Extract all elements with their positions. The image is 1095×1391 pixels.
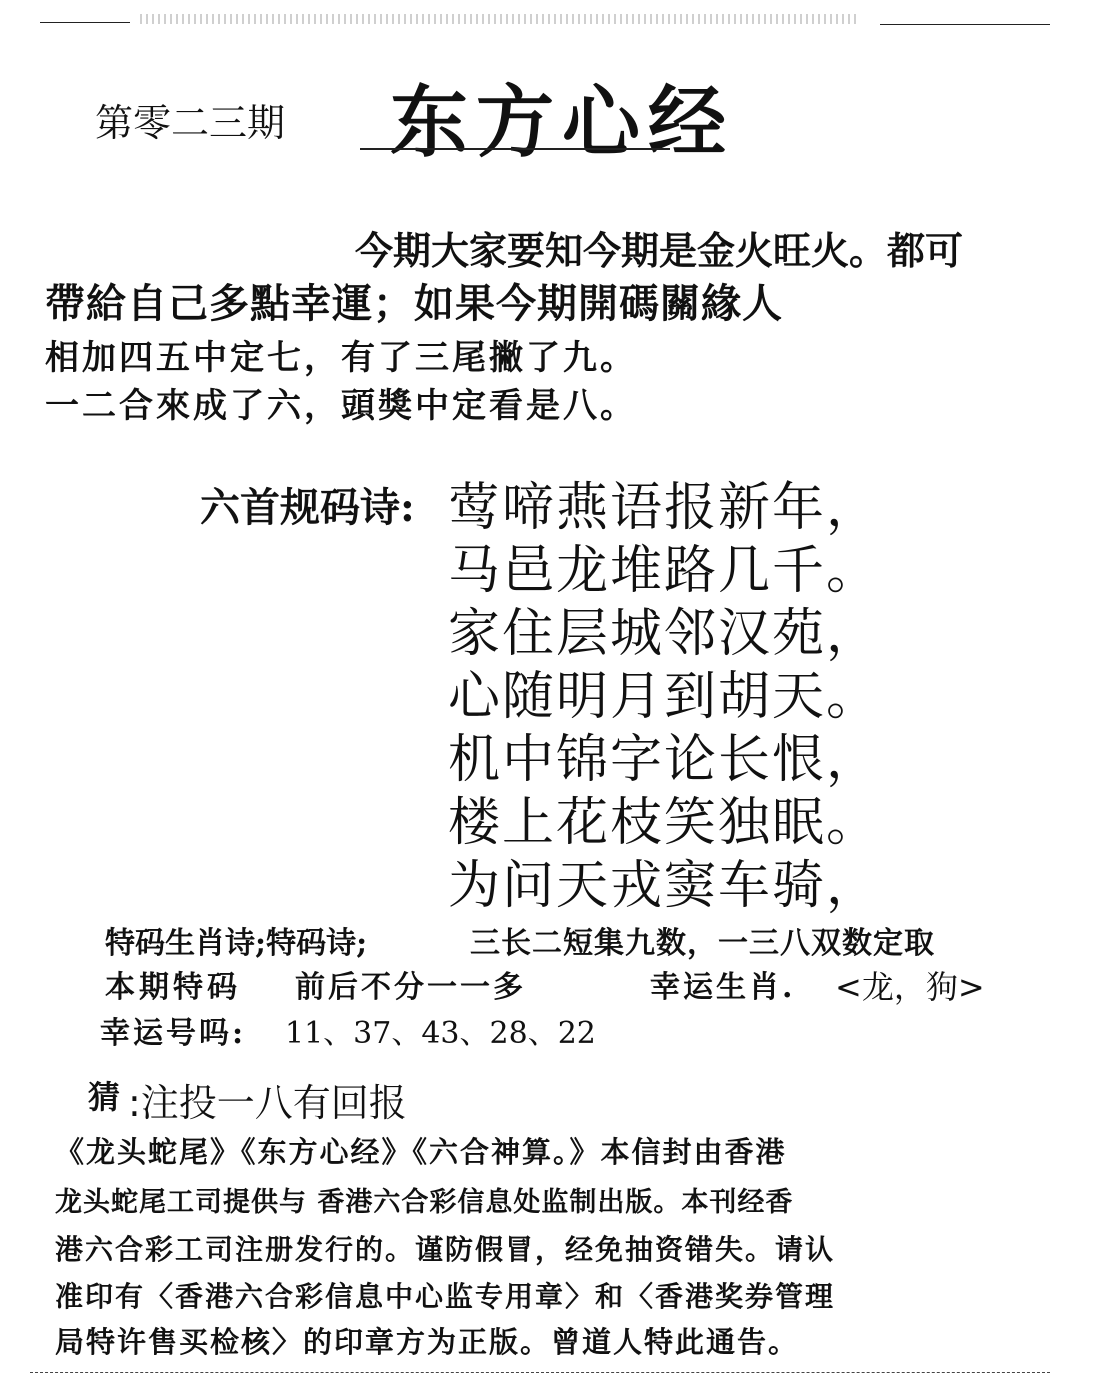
lucky-numbers-label: 幸运号吗: [100,1016,247,1051]
top-rule-left [40,22,130,23]
poem-line-6: 楼上花枝笑独眠。 [448,793,881,853]
poem-line-7: 为问天戎窦车骑， [448,856,881,916]
title-underline [360,148,670,150]
guess-text: :注投一八有回报 [128,1081,407,1125]
lucky-zodiac-value: <龙，狗> [835,968,985,1006]
special-row1-text: 三长二短集九数，一三八双数定取 [470,926,935,961]
bottom-rule [30,1372,1050,1373]
poem-label: 六首规码诗: [200,484,415,531]
lucky-numbers: 11、37、43、28、22 [285,1016,596,1051]
poem-line-2: 马邑龙堆路几千。 [448,541,881,601]
lucky-zodiac-label: 幸运生肖. [650,970,796,1005]
poem-line-1: 莺啼燕语报新年， [448,478,881,538]
intro-line-4: 一二合來成了六，頭獎中定看是八。 [45,386,637,426]
intro-line-3: 相加四五中定七，有了三尾撇了九。 [45,338,637,378]
issue-number: 第零二三期 [95,101,286,145]
intro-line-1: 今期大家要知今期是金火旺火。都可 [355,229,964,273]
poem-line-4: 心随明月到胡天。 [448,667,881,727]
page-title: 东方心经 [390,78,735,168]
footer-line-3: 港六合彩工司注册发行的。谨防假冒，经免抽资错失。请认 [55,1233,836,1266]
top-rule-right [880,24,1050,25]
footer-line-4: 准印有〈香港六合彩信息中心监专用章〉和〈香港奖券管理 [55,1280,836,1313]
footer-line-5: 局特许售买检核〉的印章方为正版。曾道人特此通告。 [55,1325,800,1359]
top-dotted-edge [140,14,860,24]
footer-line-2: 龙头蛇尾工司提供与 香港六合彩信息处监制出版。本刊经香 [55,1187,794,1218]
intro-line-2: 帶給自己多點幸運；如果今期開碼關緣人 [45,281,783,327]
special-row1-label: 特码生肖诗;特码诗; [105,926,368,961]
poem-line-5: 机中锦字论长恨， [448,730,881,790]
special-row2-text: 前后不分一一多 [295,970,526,1005]
guess-label: 猜 [88,1078,121,1116]
special-row2-label: 本期特码 [105,970,241,1005]
poem-line-3: 家住层城邻汉苑， [448,604,881,664]
footer-line-1: 《龙头蛇尾》《东方心经》《六合神算。》本信封由香港 [55,1135,787,1169]
